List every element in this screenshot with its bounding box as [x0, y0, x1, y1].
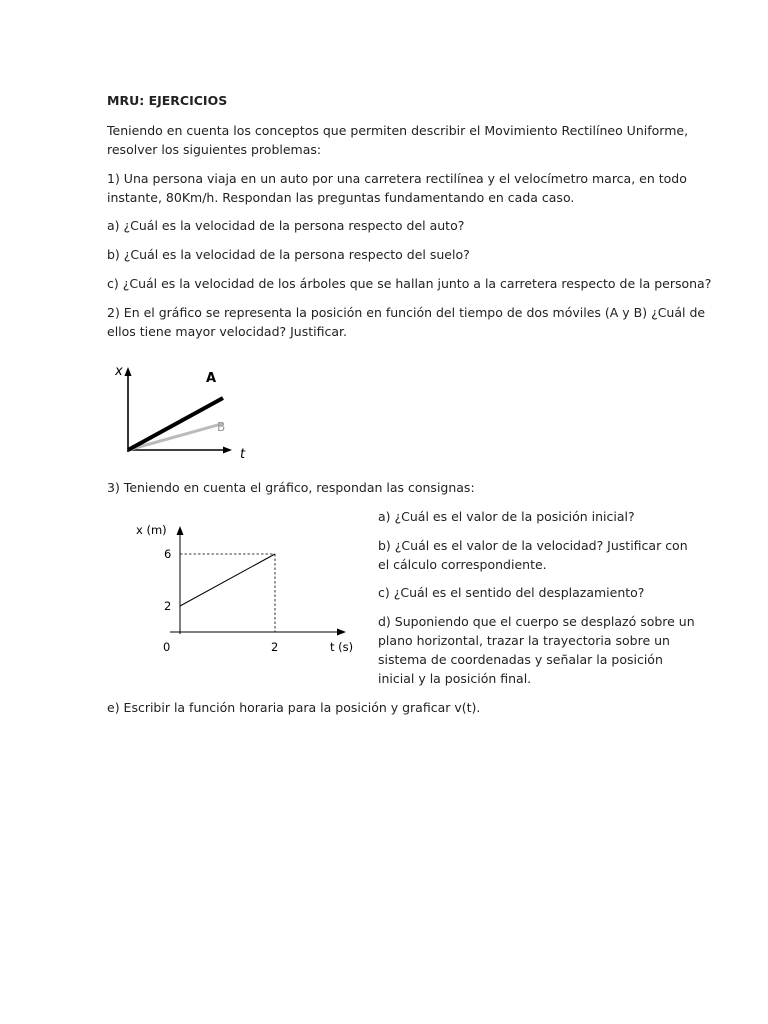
problem3-question-c: c) ¿Cuál es el sentido del desplazamiento?: [378, 585, 645, 600]
intro-line-1: Teniendo en cuenta los conceptos que permiten describir el Movimiento Rectilíneo Uniforme,: [107, 123, 689, 138]
chart1-series-b-line: [128, 424, 223, 450]
chart-position-a-b: [110, 360, 260, 465]
problem3-question-d-line-3: sistema de coordenadas y señalar la posición: [378, 652, 663, 667]
problem1-question-a: a) ¿Cuál es la velocidad de la persona respecto del auto?: [107, 218, 465, 233]
problem3-text: 3) Teniendo en cuenta el gráfico, respondan las consignas:: [107, 480, 475, 495]
problem2-line-1: 2) En el gráfico se representa la posición en función del tiempo de dos móviles (A y B) ¿Cuál de: [107, 305, 706, 320]
problem1-question-b: b) ¿Cuál es la velocidad de la persona respecto del suelo?: [107, 247, 470, 262]
problem1-line-2: instante, 80Km/h. Respondan las preguntas fundamentando en cada caso.: [107, 190, 575, 205]
problem3-question-d-line-4: inicial y la posición final.: [378, 671, 532, 686]
problem3-question-d-line-1: d) Suponiendo que el cuerpo se desplazó sobre un: [378, 614, 695, 629]
chart2-x-label: t (s): [330, 640, 354, 654]
chart1-y-label: x: [115, 364, 123, 379]
intro-line-2: resolver los siguientes problemas:: [107, 142, 322, 157]
problem3-question-d-line-2: plano horizontal, trazar la trayectoria sobre un: [378, 633, 670, 648]
problem3-question-b-line-1: b) ¿Cuál es el valor de la velocidad? Justificar con: [378, 538, 688, 553]
document-title: MRU: EJERCICIOS: [107, 93, 228, 108]
chart1-series-b-label: B: [217, 420, 226, 434]
chart2-y-label: x (m): [136, 523, 167, 537]
chart2-x-origin-label: 0: [163, 640, 171, 654]
problem3-question-b-line-2: el cálculo correspondiente.: [378, 557, 547, 572]
chart1-y-arrow: [125, 367, 132, 376]
problem1-line-1: 1) Una persona viaja en un auto por una carretera rectilínea y el velocímetro marca, en todo: [107, 171, 687, 186]
problem3-question-a: a) ¿Cuál es el valor de la posición inicial?: [378, 509, 635, 524]
problem1-question-c: c) ¿Cuál es la velocidad de los árboles que se hallan junto a la carretera respecto de la persona?: [107, 276, 712, 291]
chart2-ytick-label: 6: [164, 547, 172, 561]
problem3-question-e: e) Escribir la función horaria para la posición y graficar v(t).: [107, 700, 481, 715]
chart1-series-a-line: [128, 398, 226, 450]
chart-position-time: [130, 516, 365, 661]
problem2-line-2: ellos tiene mayor velocidad? Justificar.: [107, 324, 347, 339]
chart2-xtick-label: 2: [271, 640, 279, 654]
chart2-ytick-label: 2: [164, 599, 172, 613]
chart2-x-arrow: [337, 629, 346, 636]
chart1-series-a-label: A: [206, 371, 217, 386]
chart1-x-label: t: [240, 447, 246, 462]
chart1-x-arrow: [223, 447, 232, 454]
chart2-series-line: [180, 554, 275, 606]
chart2-y-arrow: [177, 526, 184, 535]
